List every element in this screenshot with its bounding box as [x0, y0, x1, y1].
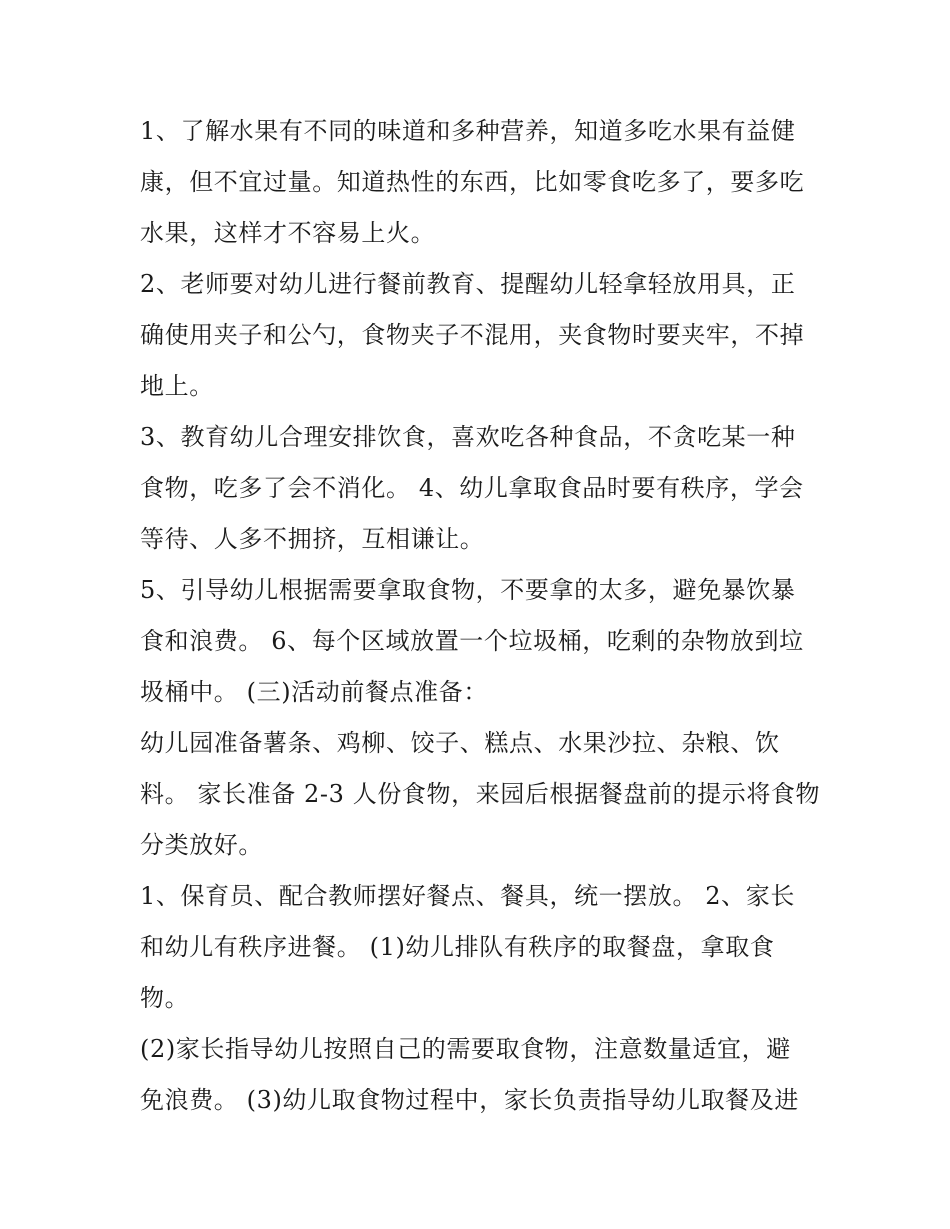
text-line: 地上。 [140, 372, 214, 400]
text-line: 食物，吃多了会不消化。 4、幼儿拿取食品时要有秩序，学会 [140, 474, 804, 502]
text-line: 水果，这样才不容易上火。 [140, 219, 436, 247]
text-line: 食和浪费。 6、每个区域放置一个垃圾桶，吃剩的杂物放到垃 [140, 627, 804, 655]
text-line: 康，但不宜过量。知道热性的东西，比如零食吃多了，要多吃 [140, 168, 805, 196]
text-line: 3、教育幼儿合理安排饮食，喜欢吃各种食品，不贪吃某一种 [140, 423, 796, 451]
text-line: 1、了解水果有不同的味道和多种营养，知道多吃水果有益健 [140, 117, 796, 145]
text-line: 免浪费。 (3)幼儿取食物过程中，家长负责指导幼儿取餐及进 [140, 1086, 800, 1114]
text-line: (2)家长指导幼儿按照自己的需要取食物，注意数量适宜，避 [140, 1035, 791, 1063]
text-line: 2、老师要对幼儿进行餐前教育、提醒幼儿轻拿轻放用具，正 [140, 270, 796, 298]
text-line: 等待、人多不拥挤，互相谦让。 [140, 525, 485, 553]
text-line: 分类放好。 [140, 831, 263, 859]
text-line: 圾桶中。 (三)活动前餐点准备： [140, 678, 488, 706]
text-line: 1、保育员、配合教师摆好餐点、餐具，统一摆放。 2、家长 [140, 882, 795, 910]
text-line: 5、引导幼儿根据需要拿取食物，不要拿的太多，避免暴饮暴 [140, 576, 796, 604]
document-body [140, 106, 820, 1126]
text-line: 幼儿园准备薯条、鸡柳、饺子、糕点、水果沙拉、杂粮、饮 [140, 729, 780, 757]
text-line: 和幼儿有秩序进餐。 (1)幼儿排队有秩序的取餐盘，拿取食 [140, 933, 775, 961]
text-line: 料。 家长准备 2-3 人份食物，来园后根据餐盘前的提示将食物 [140, 780, 821, 808]
text-line: 物。 [140, 984, 190, 1012]
text-line: 确使用夹子和公勺，食物夹子不混用，夹食物时要夹牢，不掉 [140, 321, 805, 349]
